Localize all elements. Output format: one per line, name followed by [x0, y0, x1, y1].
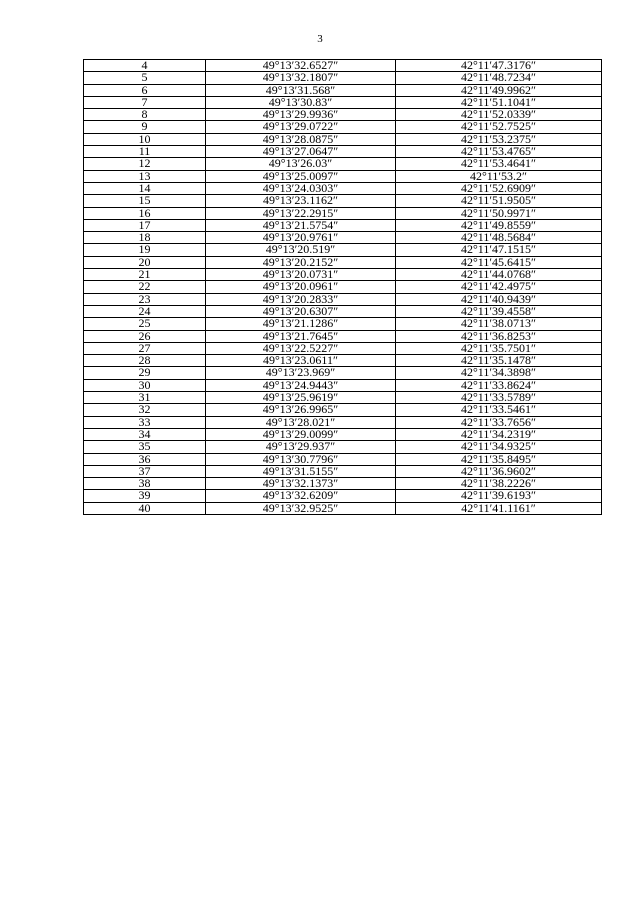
latitude-cell: 49°13′20.519″	[206, 244, 396, 256]
longitude-cell: 42°11′49.8559″	[396, 219, 602, 231]
longitude-cell: 42°11′44.0768″	[396, 269, 602, 281]
point-number-cell: 31	[84, 392, 206, 404]
latitude-cell: 49°13′23.0611″	[206, 355, 396, 367]
latitude-cell: 49°13′29.0099″	[206, 428, 396, 440]
point-number-cell: 21	[84, 269, 206, 281]
table-row	[84, 182, 602, 194]
table-row	[84, 244, 602, 256]
point-number-cell: 38	[84, 478, 206, 490]
point-number-cell: 9	[84, 121, 206, 133]
table-row	[84, 256, 602, 268]
point-number-cell: 12	[84, 158, 206, 170]
longitude-cell: 42°11′34.3898″	[396, 367, 602, 379]
point-number-cell: 33	[84, 416, 206, 428]
longitude-cell: 42°11′53.4765″	[396, 146, 602, 158]
longitude-cell: 42°11′36.9602″	[396, 465, 602, 477]
latitude-cell: 49°13′32.1373″	[206, 478, 396, 490]
table-row	[84, 195, 602, 207]
latitude-cell: 49°13′31.5155″	[206, 465, 396, 477]
point-number-cell: 7	[84, 96, 206, 108]
latitude-cell: 49°13′21.5754″	[206, 219, 396, 231]
point-number-cell: 11	[84, 146, 206, 158]
table-row	[84, 60, 602, 72]
point-number-cell: 36	[84, 453, 206, 465]
table-row	[84, 502, 602, 514]
latitude-cell: 49°13′20.2152″	[206, 256, 396, 268]
longitude-cell: 42°11′39.4558″	[396, 305, 602, 317]
table-row	[84, 109, 602, 121]
latitude-cell: 49°13′29.9936″	[206, 109, 396, 121]
latitude-cell: 49°13′21.7645″	[206, 330, 396, 342]
table-row	[84, 158, 602, 170]
latitude-cell: 49°13′20.2833″	[206, 293, 396, 305]
latitude-cell: 49°13′23.1162″	[206, 195, 396, 207]
table-row	[84, 207, 602, 219]
longitude-cell: 42°11′52.6909″	[396, 182, 602, 194]
longitude-cell: 42°11′53.2375″	[396, 133, 602, 145]
latitude-cell: 49°13′21.1286″	[206, 318, 396, 330]
latitude-cell: 49°13′32.6527″	[206, 60, 396, 72]
latitude-cell: 49°13′30.83″	[206, 96, 396, 108]
longitude-cell: 42°11′35.1478″	[396, 355, 602, 367]
latitude-cell: 49°13′20.0731″	[206, 269, 396, 281]
table-row	[84, 219, 602, 231]
point-number-cell: 40	[84, 502, 206, 514]
latitude-cell: 49°13′29.937″	[206, 441, 396, 453]
table-row	[84, 72, 602, 84]
latitude-cell: 49°13′27.0647″	[206, 146, 396, 158]
longitude-cell: 42°11′34.9325″	[396, 441, 602, 453]
table-row	[84, 84, 602, 96]
latitude-cell: 49°13′22.5227″	[206, 342, 396, 354]
latitude-cell: 49°13′25.0097″	[206, 170, 396, 182]
longitude-cell: 42°11′53.4641″	[396, 158, 602, 170]
point-number-cell: 15	[84, 195, 206, 207]
point-number-cell: 28	[84, 355, 206, 367]
longitude-cell: 42°11′33.8624″	[396, 379, 602, 391]
latitude-cell: 49°13′32.1807″	[206, 72, 396, 84]
point-number-cell: 24	[84, 305, 206, 317]
point-number-cell: 39	[84, 490, 206, 502]
longitude-cell: 42°11′52.0339″	[396, 109, 602, 121]
point-number-cell: 17	[84, 219, 206, 231]
latitude-cell: 49°13′28.021″	[206, 416, 396, 428]
longitude-cell: 42°11′35.7501″	[396, 342, 602, 354]
table-row	[84, 281, 602, 293]
point-number-cell: 14	[84, 182, 206, 194]
point-number-cell: 16	[84, 207, 206, 219]
longitude-cell: 42°11′45.6415″	[396, 256, 602, 268]
longitude-cell: 42°11′49.9962″	[396, 84, 602, 96]
point-number-cell: 23	[84, 293, 206, 305]
page-number: 3	[317, 33, 323, 45]
table-row	[84, 269, 602, 281]
table-row	[84, 465, 602, 477]
latitude-cell: 49°13′20.0961″	[206, 281, 396, 293]
longitude-cell: 42°11′48.5684″	[396, 232, 602, 244]
point-number-cell: 22	[84, 281, 206, 293]
longitude-cell: 42°11′33.7656″	[396, 416, 602, 428]
latitude-cell: 49°13′22.2915″	[206, 207, 396, 219]
table-row	[84, 318, 602, 330]
latitude-cell: 49°13′32.6209″	[206, 490, 396, 502]
longitude-cell: 42°11′53.2″	[396, 170, 602, 182]
table-row	[84, 330, 602, 342]
point-number-cell: 29	[84, 367, 206, 379]
point-number-cell: 4	[84, 60, 206, 72]
longitude-cell: 42°11′35.8495″	[396, 453, 602, 465]
point-number-cell: 18	[84, 232, 206, 244]
latitude-cell: 49°13′28.0875″	[206, 133, 396, 145]
point-number-cell: 26	[84, 330, 206, 342]
latitude-cell: 49°13′24.9443″	[206, 379, 396, 391]
longitude-cell: 42°11′47.3176″	[396, 60, 602, 72]
point-number-cell: 27	[84, 342, 206, 354]
longitude-cell: 42°11′48.7234″	[396, 72, 602, 84]
longitude-cell: 42°11′42.4975″	[396, 281, 602, 293]
point-number-cell: 37	[84, 465, 206, 477]
latitude-cell: 49°13′32.9525″	[206, 502, 396, 514]
longitude-cell: 42°11′34.2319″	[396, 428, 602, 440]
longitude-cell: 42°11′38.0713″	[396, 318, 602, 330]
latitude-cell: 49°13′31.568″	[206, 84, 396, 96]
coordinates-table	[83, 59, 602, 515]
point-number-cell: 25	[84, 318, 206, 330]
table-row	[84, 133, 602, 145]
point-number-cell: 34	[84, 428, 206, 440]
point-number-cell: 5	[84, 72, 206, 84]
table-row	[84, 232, 602, 244]
table-row	[84, 392, 602, 404]
table-row	[84, 96, 602, 108]
latitude-cell: 49°13′26.9965″	[206, 404, 396, 416]
latitude-cell: 49°13′23.969″	[206, 367, 396, 379]
latitude-cell: 49°13′30.7796″	[206, 453, 396, 465]
point-number-cell: 20	[84, 256, 206, 268]
longitude-cell: 42°11′41.1161″	[396, 502, 602, 514]
table-row	[84, 478, 602, 490]
point-number-cell: 13	[84, 170, 206, 182]
table-row	[84, 146, 602, 158]
coordinates-table-body	[84, 60, 602, 515]
longitude-cell: 42°11′33.5789″	[396, 392, 602, 404]
longitude-cell: 42°11′40.9439″	[396, 293, 602, 305]
point-number-cell: 19	[84, 244, 206, 256]
longitude-cell: 42°11′36.8253″	[396, 330, 602, 342]
table-row	[84, 170, 602, 182]
longitude-cell: 42°11′52.7525″	[396, 121, 602, 133]
longitude-cell: 42°11′39.6193″	[396, 490, 602, 502]
table-row	[84, 416, 602, 428]
table-row	[84, 453, 602, 465]
table-row	[84, 490, 602, 502]
longitude-cell: 42°11′51.1041″	[396, 96, 602, 108]
point-number-cell: 30	[84, 379, 206, 391]
table-row	[84, 342, 602, 354]
point-number-cell: 10	[84, 133, 206, 145]
point-number-cell: 8	[84, 109, 206, 121]
latitude-cell: 49°13′20.6307″	[206, 305, 396, 317]
latitude-cell: 49°13′24.0303″	[206, 182, 396, 194]
table-row	[84, 404, 602, 416]
latitude-cell: 49°13′29.0722″	[206, 121, 396, 133]
longitude-cell: 42°11′33.5461″	[396, 404, 602, 416]
table-row	[84, 379, 602, 391]
table-row	[84, 355, 602, 367]
table-row	[84, 367, 602, 379]
longitude-cell: 42°11′38.2226″	[396, 478, 602, 490]
table-row	[84, 428, 602, 440]
point-number-cell: 32	[84, 404, 206, 416]
latitude-cell: 49°13′25.9619″	[206, 392, 396, 404]
table-row	[84, 293, 602, 305]
table-row	[84, 305, 602, 317]
table-row	[84, 441, 602, 453]
longitude-cell: 42°11′51.9505″	[396, 195, 602, 207]
table-row	[84, 121, 602, 133]
latitude-cell: 49°13′26.03″	[206, 158, 396, 170]
latitude-cell: 49°13′20.9761″	[206, 232, 396, 244]
longitude-cell: 42°11′47.1515″	[396, 244, 602, 256]
point-number-cell: 6	[84, 84, 206, 96]
point-number-cell: 35	[84, 441, 206, 453]
longitude-cell: 42°11′50.9971″	[396, 207, 602, 219]
